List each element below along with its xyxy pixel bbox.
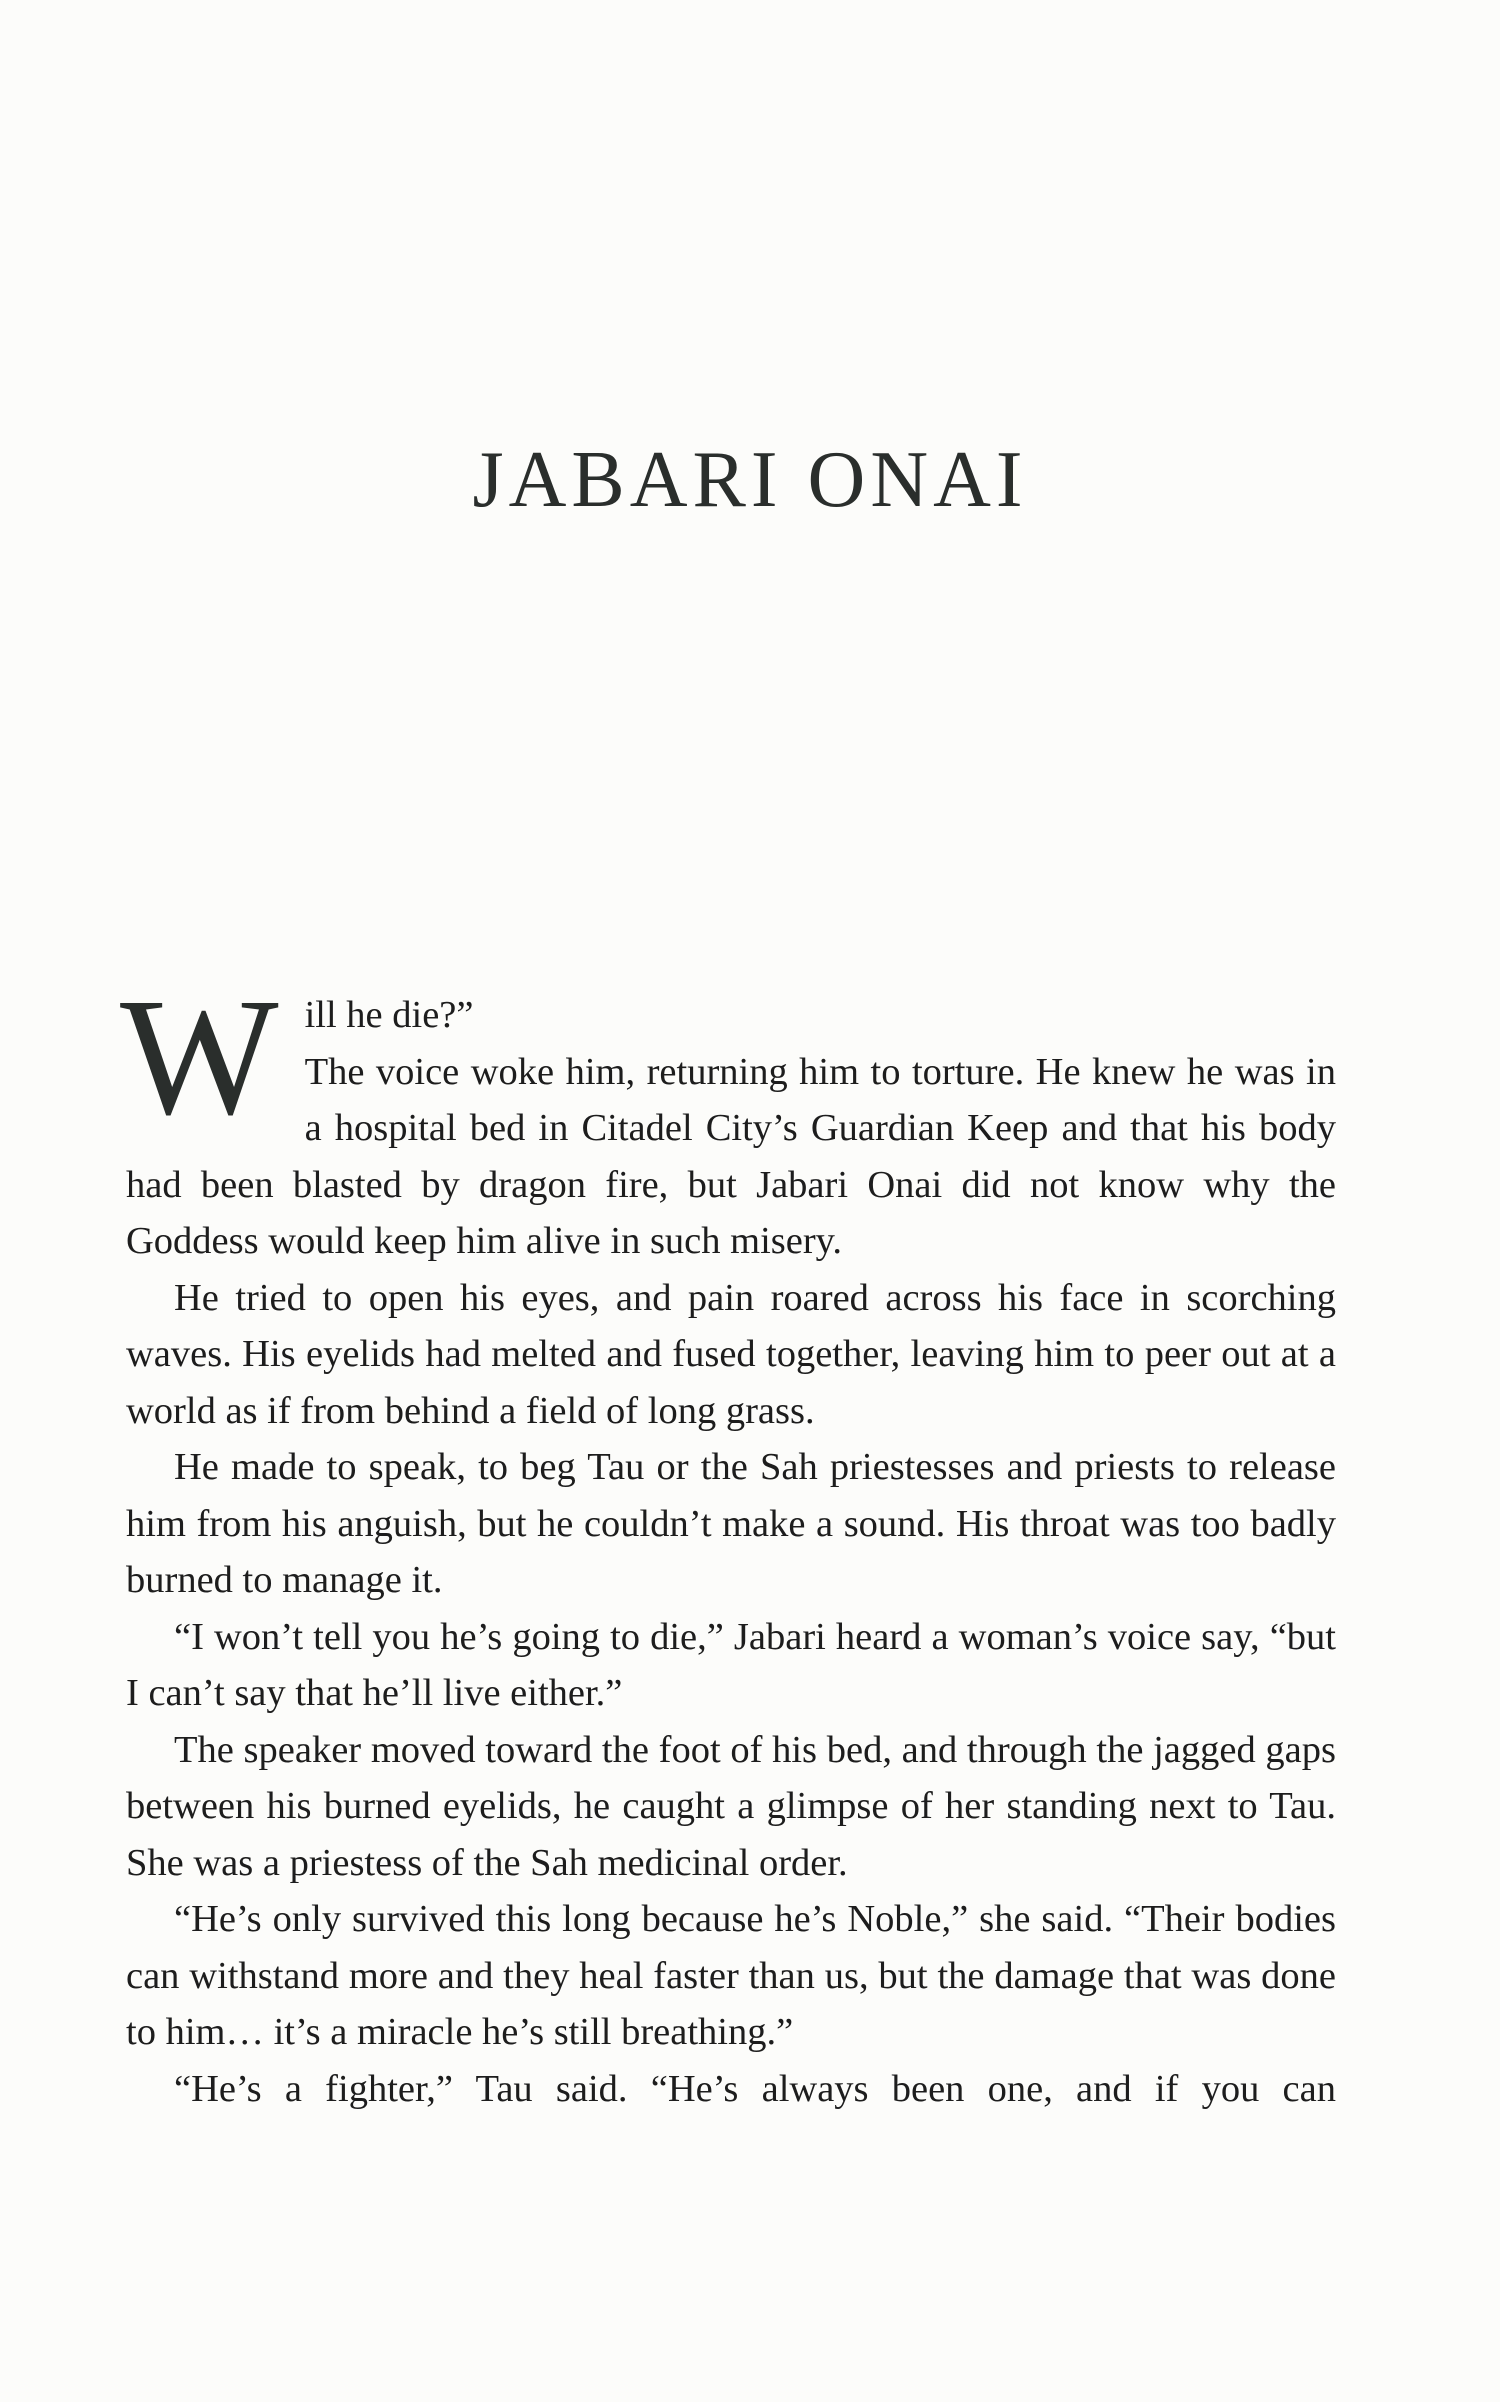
paragraph: The speaker moved toward the foot of his bed, and through the jagged gaps between his burned eyelids, he caught a glimpse of her standing next to Tau. She was a priestess of the Sah medicinal order. [126, 1728, 1336, 1884]
opening-paragraph [120, 964, 1336, 1150]
paragraph: He tried to open his eyes, and pain roared across his face in scorching waves. His eyelids had melted and fused together, leaving him to peer out at a world as if from behind a field of long grass. [126, 1276, 1336, 1432]
paragraph: “I won’t tell you he’s going to die,” Jabari heard a woman’s voice say, “but I can’t say that he’ll live either.” [126, 1615, 1336, 1714]
chapter-title: JABARI ONAI [472, 436, 1028, 524]
drop-cap: W [120, 964, 279, 1150]
paragraph: He made to speak, to beg Tau or the Sah priestesses and priests to release him from his anguish, but he couldn’t make a sound. His throat was too badly burned to manage it. [126, 1446, 1336, 1601]
paragraph: “He’s only survived this long because he’s Noble,” she said. “Their bodies can withstand more and they heal faster than us, but the damage that was done to him… it’s a miracle he’s still breathing.” [126, 1898, 1336, 2053]
chapter-body [120, 964, 1336, 2117]
paragraph: The voice woke him, returning him to torture. He knew he was in a hospital bed in Citadel City’s Guardian Keep and that his body had been blasted by dragon fire, but Jabari Onai did not know why the Goddess would keep him alive in such misery. [126, 1050, 1336, 1262]
paragraph: “He’s a fighter,” Tau said. “He’s always been one, and if you can [174, 2067, 1336, 2110]
opening-line: ill he die?” [304, 994, 474, 1036]
